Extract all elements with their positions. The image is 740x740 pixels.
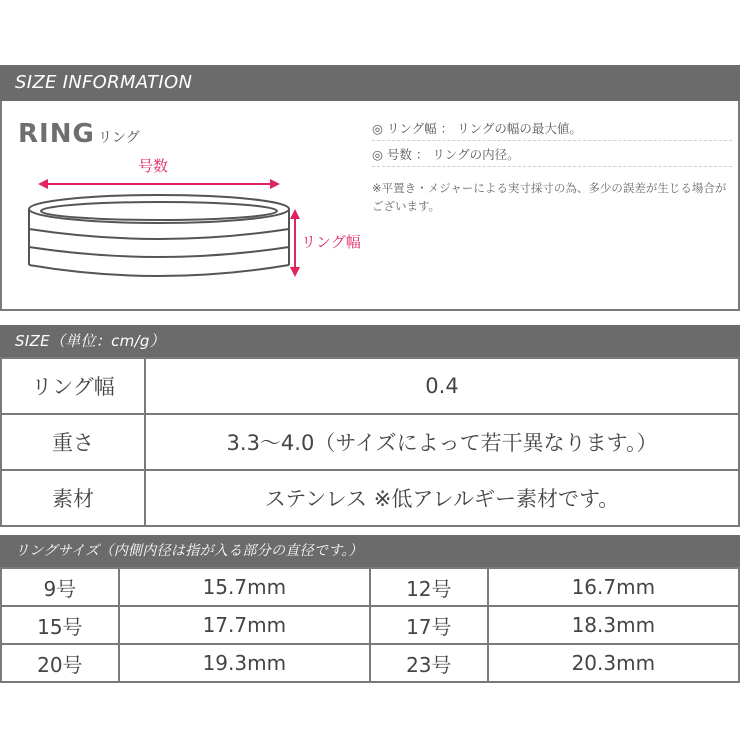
size-diameter: 16.7mm [488,568,739,606]
ring-title: RING [18,119,95,149]
size-number: 23号 [370,644,488,682]
spec-table [0,357,740,527]
size-number: 9号 [1,568,119,606]
table-row [1,414,739,470]
diagram-width-label: リング幅 [301,233,361,251]
table-row [1,358,739,414]
table-row [1,644,739,682]
spec-key-material: 素材 [1,470,145,526]
size-diameter: 18.3mm [488,606,739,644]
spec-key-weight: 重さ [1,414,145,470]
note-width: ◎ リング幅 ： リングの幅の最大値。 [372,117,732,141]
size-information-header: SIZE INFORMATION [0,65,740,101]
disclaimer-text: ※平置き・メジャーによる実寸採寸の為、多少の誤差が生じる場合がございます。 [372,181,727,213]
size-number: 12号 [370,568,488,606]
size-diameter: 15.7mm [119,568,370,606]
size-diameter: 17.7mm [119,606,370,644]
table-row [1,568,739,606]
ring-info-panel [0,101,740,311]
spec-value-weight: 3.3～4.0（サイズによって若干異なります。） [145,414,739,470]
ring-size-header: リングサイズ（内側内径は指が入る部分の直径です。） [0,535,740,567]
table-row [1,606,739,644]
table-row [1,470,739,526]
spec-value-width: 0.4 [145,358,739,414]
size-diameter: 20.3mm [488,644,739,682]
size-diameter: 19.3mm [119,644,370,682]
spec-value-material: ステンレス ※低アレルギー素材です。 [145,470,739,526]
notes-block [372,117,732,215]
diagram-size-label: 号数 [138,157,169,175]
note-size: ◎ 号数 ： リングの内径。 [372,143,732,167]
size-number: 15号 [1,606,119,644]
size-unit-header: SIZE（単位：cm/g） [0,325,740,357]
ring-subtitle: リング [98,130,140,146]
size-number: 17号 [370,606,488,644]
size-number: 20号 [1,644,119,682]
ring-diagram-icon [2,101,372,309]
spec-key-width: リング幅 [1,358,145,414]
ring-size-table [0,567,740,683]
